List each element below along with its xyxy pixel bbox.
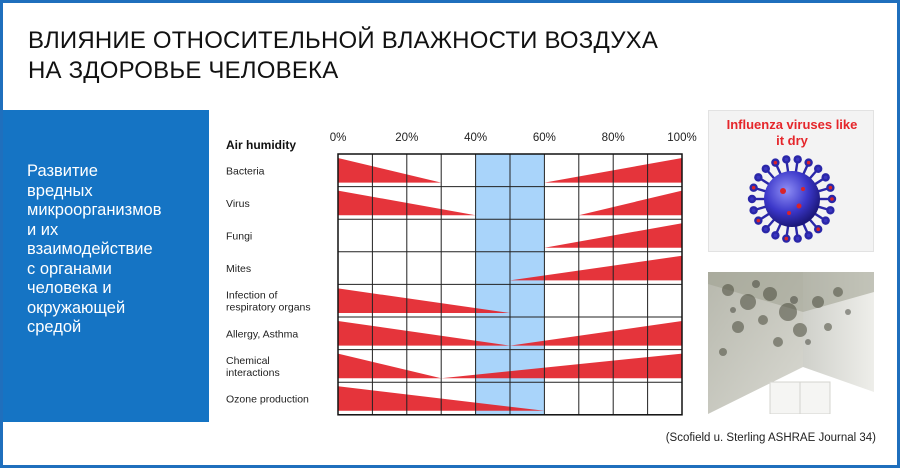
row-label: Mites <box>226 263 252 276</box>
panel-text <box>27 162 207 338</box>
left-info-panel <box>3 110 209 422</box>
x-tick-label: 40% <box>464 132 488 144</box>
virus-spike-tip <box>795 236 801 242</box>
virus-spike-tip <box>815 166 821 172</box>
slide-title-line-2: НА ЗДОРОВЬЕ ЧЕЛОВЕКА <box>28 57 339 84</box>
risk-wedge-low-humidity <box>338 354 441 379</box>
panel-line: вредных <box>27 181 93 200</box>
virus-spike-tip <box>815 226 821 232</box>
virus-spike-tip <box>823 174 829 180</box>
risk-wedge-high-humidity <box>579 191 682 216</box>
virus-spike-tip <box>749 196 755 202</box>
virus-spike-tip <box>751 185 757 191</box>
virus-spike-tip <box>827 207 833 213</box>
virus-spike-tip <box>806 160 812 166</box>
panel-line: средой <box>27 318 82 336</box>
panel-line: с органами <box>27 259 112 278</box>
chart-header: Air humidity <box>226 138 297 152</box>
virus-caption-line-1: Influenza viruses like <box>726 117 858 132</box>
virus-spike-tip <box>755 174 761 180</box>
row-label: respiratory organs <box>226 301 311 314</box>
virus-spike-tip <box>827 185 833 191</box>
virus-spike-tip <box>795 156 801 162</box>
x-tick-label: 0% <box>329 132 347 144</box>
row-label: Chemical <box>226 354 270 367</box>
influenza-virus-icon <box>737 151 847 247</box>
risk-wedge-low-humidity <box>338 158 441 183</box>
virus-caption-line-2: it dry <box>776 133 808 148</box>
virus-spike-tip <box>763 166 769 172</box>
virus-spike-tip <box>772 160 778 166</box>
x-tick-label: 60% <box>532 132 556 144</box>
row-label: Ozone production <box>226 393 309 406</box>
row-label: Allergy, Asthma <box>226 328 299 341</box>
slide-title <box>28 26 728 86</box>
virus-spike-tip <box>829 196 835 202</box>
panel-line: окружающей <box>27 298 126 317</box>
panel-line: человека и <box>27 279 112 297</box>
virus-spike-tip <box>751 207 757 213</box>
x-tick-label: 80% <box>601 132 625 144</box>
panel-line: микроорганизмов <box>27 201 162 219</box>
row-label: Infection of <box>226 289 278 302</box>
panel-line: Развитие <box>27 162 98 180</box>
virus-spike-tip <box>823 218 829 224</box>
virus-spike-tip <box>783 156 789 162</box>
virus-spike-tip <box>783 236 789 242</box>
humidity-risk-chart <box>220 122 698 418</box>
virus-spike-tip <box>763 226 769 232</box>
virus-spike-tip <box>806 232 812 238</box>
virus-spike-tip <box>772 232 778 238</box>
panel-line: и их <box>27 220 59 239</box>
virus-caption <box>709 117 875 149</box>
x-tick-label: 100% <box>667 132 697 144</box>
row-label: Bacteria <box>226 165 265 178</box>
row-label: Fungi <box>226 230 253 243</box>
virus-spike-tip <box>755 218 761 224</box>
slide-title-line-1: ВЛИЯНИЕ ОТНОСИТЕЛЬНОЙ ВЛАЖНОСТИ ВОЗДУХА <box>28 27 659 54</box>
mold-corner-photo <box>708 272 874 414</box>
virus-illustration-panel <box>708 110 874 252</box>
row-label: Virus <box>226 197 250 210</box>
x-tick-label: 20% <box>395 132 419 144</box>
panel-line: взаимодействие <box>27 240 153 258</box>
citation-text: (Scofield u. Sterling ASHRAE Journal 34) <box>665 432 876 444</box>
row-label: interactions <box>226 366 280 379</box>
